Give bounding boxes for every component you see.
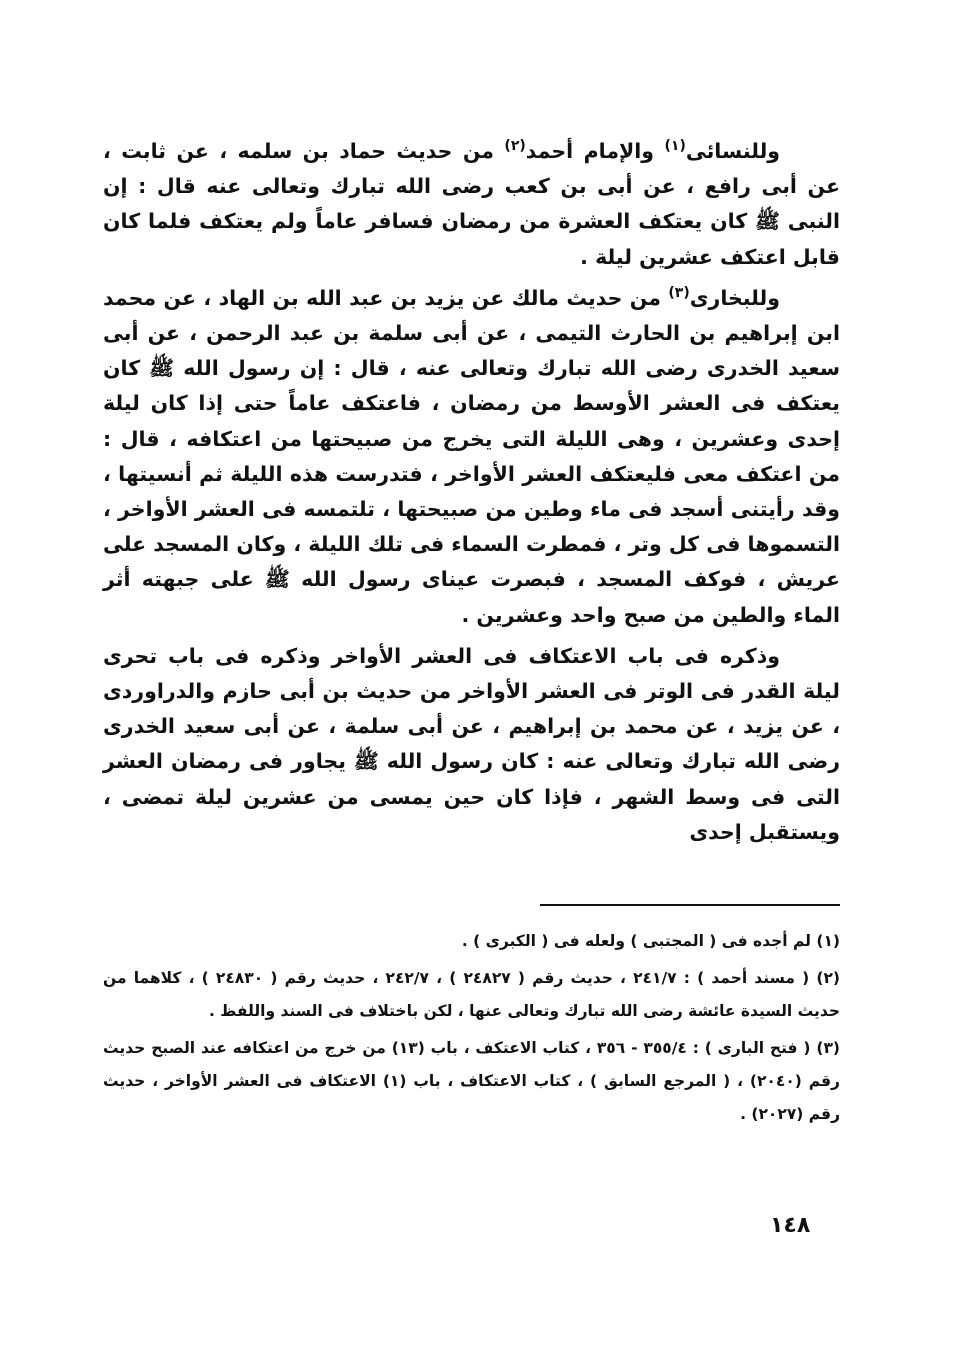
footnote-1: (١) لم أجده فى ( المجتبى ) ولعله فى ( الكبرى ) . bbox=[461, 932, 840, 950]
footnotes bbox=[103, 925, 840, 1135]
footnote-ref-3: (٣) bbox=[668, 284, 690, 301]
paragraph-1: وللنسائى$^{(١)}$ والإمام أحمد$^{(٢)}$ من حديث حماد بن سلمه ، عن ثابت ، عن أبى رافع ، عن أبى بن كعب رضى الله تبارك وتعالى عنه قال : إن النبى ﷺ كان يعتكف العشرة من رمضان فسافر عاماً ولم يعتكف فلما كان قابل اعتكف عشرين ليلة . bbox=[103, 138, 840, 269]
paragraph-3: وذكره فى باب الاعتكاف فى العشر الأواخر وذكره فى باب تحرى ليلة القدر فى الوتر فى العشر الأواخر من حديث بن أبى حازم والدراوردى ، عن يزيد ، عن محمد بن إبراهيم ، عن أبى سلمة ، عن أبى سعيد الخدرى رضى الله تبارك وتعالى عنه : كان رسول الله ﷺ يجاور فى رمضان العشر التى فى وسط الشهر ، فإذا كان حين يمسى من عشرين ليلة تمضى ، ويستقبل إحدى bbox=[103, 643, 840, 844]
footnote-2: (٢) ( مسند أحمد ) : ٢٤١/٧ ، حديث رقم ( ٢٤٨٢٧ ) ، ٢٤٢/٧ ، حديث رقم ( ٢٤٨٣٠ ) ، كلاهما من حديث السيدة عائشة رضى الله تبارك وتعالى عنها ، لكن باختلاف فى السند واللفظ . bbox=[103, 969, 840, 1020]
footnote-ref-2: (٢) bbox=[504, 138, 526, 155]
page-number: ١٤٨ bbox=[770, 1213, 811, 1238]
footnote-divider bbox=[540, 904, 840, 906]
footnote-ref-1: (١) bbox=[664, 138, 686, 155]
paragraph-2: وللبخارى$^{(٣)}$ من حديث مالك عن يزيد بن عبد الله بن الهاد ، عن محمد ابن إبراهيم بن الحارث التيمى ، عن أبى سلمة بن عبد الرحمن ، عن أبى سعيد الخدرى رضى الله تبارك وتعالى عنه ، قال : إن رسول الله ﷺ كان يعتكف فى العشر الأوسط من رمضان ، فاعتكف عاماً حتى إذا كان ليلة إحدى وعشرين ، وهى الليلة التى يخرج من صبيحتها من اعتكافه ، قال : من اعتكف معى فليعتكف العشر الأواخر ، فتدرست هذه الليلة ثم أنسيتها ، وقد رأيتنى أسجد فى ماء وطين من صبيحتها ، تلتمسه فى العشر الأواخر ، التسموها فى كل وتر ، فمطرت السماء فى تلك الليلة ، وكان المسجد على عريش ، فوكف المسجد ، فبصرت عيناى رسول الله ﷺ على جبهته أثر الماء والطين من صبح واحد وعشرين . bbox=[103, 284, 840, 627]
main-text bbox=[103, 134, 840, 856]
footnote-3: (٣) ( فتح البارى ) : ٣٥٥/٤ - ٣٥٦ ، كتاب الاعتكف ، باب (١٣) من خرج من اعتكافه عند الصبح حديث رقم (٢٠٤٠) ، ( المرجع السابق ) ، كتاب الاعتكاف ، باب (١) الاعتكاف فى العشر الأواخر ، حديث رقم (٢٠٢٧) . bbox=[103, 1039, 841, 1123]
